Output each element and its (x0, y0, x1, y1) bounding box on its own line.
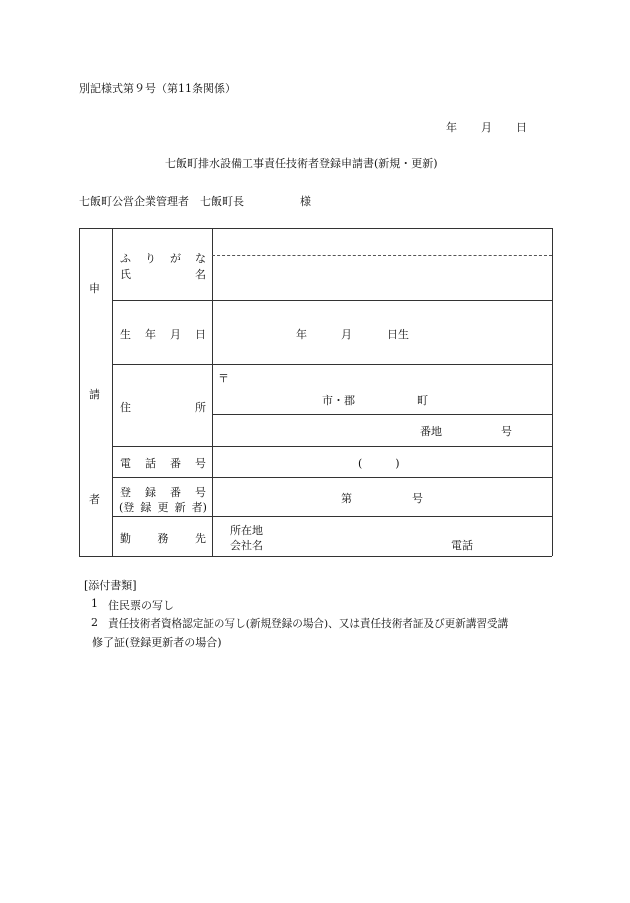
attachment-item-text: 住民票の写し (108, 599, 174, 612)
address-char: 所 (195, 401, 206, 414)
row-divider-address-inner (212, 414, 552, 415)
attachment-item-text: 責任技術者資格認定証の写し(新規登録の場合)、又は責任技術者証及び更新講習受講 (108, 618, 509, 630)
registration-sub-char: 新 (174, 501, 186, 514)
table-border-top (79, 228, 552, 229)
date-month-label: 月 (481, 121, 492, 134)
workplace-char: 務 (157, 532, 169, 545)
form-number: 別記様式第９号（第11条関係） (79, 82, 236, 95)
name-char: 名 (195, 268, 206, 281)
registration-char: 録 (145, 486, 156, 499)
workplace-label (120, 530, 206, 546)
furigana-dashed-line (212, 255, 552, 256)
attachments-heading: [添付書類] (84, 579, 137, 592)
name-char: 氏 (120, 268, 131, 281)
birth-month: 月 (341, 328, 352, 341)
applicant-label-3: 者 (89, 493, 100, 506)
workplace-location-label: 所在地 (230, 524, 263, 537)
phone-value: ( ) (358, 457, 400, 470)
row-divider-name (112, 300, 552, 301)
row-divider-phone (112, 477, 552, 478)
applicant-label-1: 申 (89, 282, 100, 295)
registration-sub-char: 者) (191, 501, 207, 514)
address-banchi: 番地 (420, 425, 442, 438)
furigana-label (120, 250, 206, 266)
addressee: 七飯町公営企業管理者 七飯町長 (79, 195, 244, 208)
workplace-char: 先 (195, 532, 206, 545)
phone-char: 号 (195, 457, 206, 470)
address-label (120, 399, 206, 415)
address-city: 市・郡 (322, 394, 355, 407)
row-divider-address (112, 446, 552, 447)
registration-go: 号 (412, 492, 423, 505)
furigana-char: ふ (120, 252, 131, 265)
phone-label (120, 455, 206, 471)
birth-char: 生 (120, 328, 131, 341)
table-col-divider-2 (212, 228, 213, 556)
birth-label (120, 326, 206, 342)
row-divider-registration (112, 516, 552, 517)
row-divider-birth (112, 364, 552, 365)
table-border-right (552, 228, 553, 556)
registration-char: 号 (195, 486, 206, 499)
registration-sub-char: (登 (119, 501, 135, 514)
registration-char: 番 (170, 486, 181, 499)
date-day-label: 日 (516, 121, 527, 134)
table-border-bottom (79, 556, 552, 557)
attachment-item-number: 2 (91, 616, 98, 629)
address-town: 町 (417, 394, 428, 407)
workplace-char: 勤 (120, 532, 131, 545)
phone-char: 話 (145, 457, 156, 470)
furigana-char: が (170, 252, 181, 265)
phone-char: 電 (120, 457, 131, 470)
registration-sub-char: 更 (157, 501, 169, 514)
table-border-left (79, 228, 80, 556)
name-label (120, 266, 206, 282)
address-go: 号 (501, 425, 512, 438)
address-char: 住 (120, 401, 131, 414)
registration-sub-char: 録 (140, 501, 152, 514)
attachment-item-continuation: 修了証(登録更新者の場合) (92, 636, 222, 649)
honorific: 様 (300, 195, 311, 208)
registration-char: 登 (120, 486, 131, 499)
registration-sub-label (119, 499, 207, 515)
workplace-phone-label: 電話 (451, 539, 473, 552)
postal-mark: 〒 (218, 372, 229, 385)
birth-char: 月 (170, 328, 181, 341)
date-year-label: 年 (446, 121, 457, 134)
birth-char: 年 (145, 328, 156, 341)
workplace-company-label: 会社名 (230, 539, 263, 552)
phone-char: 番 (170, 457, 181, 470)
applicant-label-2: 請 (89, 388, 100, 401)
attachment-item-number: 1 (91, 597, 98, 610)
birth-day: 日生 (387, 328, 409, 341)
registration-label (120, 484, 206, 500)
registration-dai: 第 (341, 492, 352, 505)
table-col-divider-1 (112, 228, 113, 556)
document-title: 七飯町排水設備工事責任技術者登録申請書(新規・更新) (165, 157, 438, 170)
birth-char: 日 (195, 328, 206, 341)
furigana-char: り (145, 252, 156, 265)
furigana-char: な (195, 252, 206, 265)
birth-year: 年 (296, 328, 307, 341)
